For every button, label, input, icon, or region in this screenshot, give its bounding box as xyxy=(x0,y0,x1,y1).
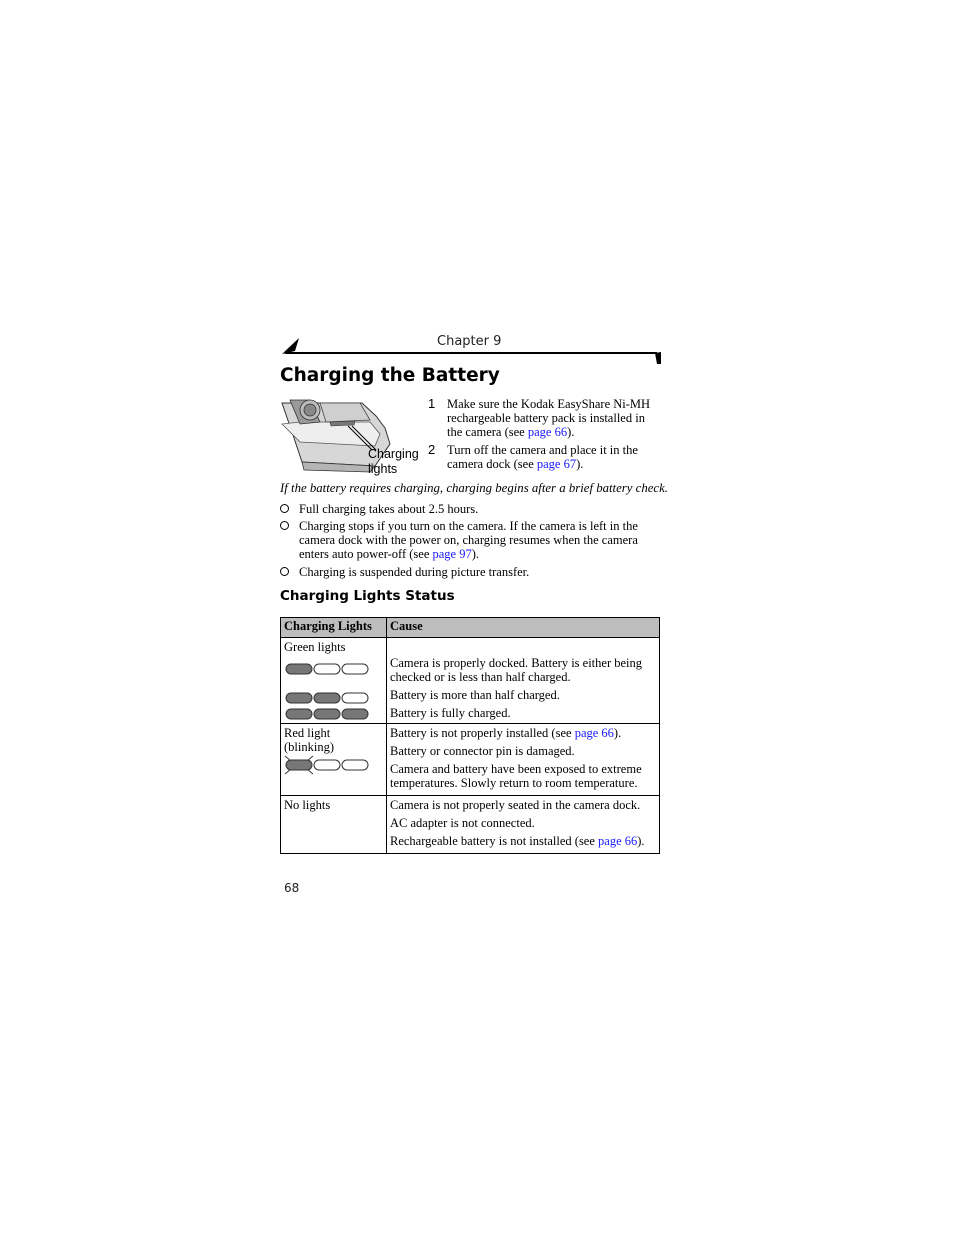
step-text-part: ). xyxy=(567,425,575,440)
bullet-circle-icon xyxy=(280,567,289,576)
cause-text: Battery is more than half charged. xyxy=(390,688,560,702)
column-header: Cause xyxy=(387,618,660,638)
bullet-text-part: ). xyxy=(471,547,480,562)
step-text-part: Turn off the camera and place it in the camera dock (see xyxy=(447,443,638,472)
cause-cell xyxy=(387,796,660,854)
green-lights-three-icon xyxy=(285,708,369,720)
table-row xyxy=(281,638,660,724)
cause-text: Battery or connector pin is damaged. xyxy=(390,744,575,758)
chapter-label: Chapter 9 xyxy=(437,334,502,349)
bullet-text xyxy=(299,565,661,579)
step-text xyxy=(447,443,663,471)
page-number: 68 xyxy=(284,881,300,895)
lights-label: Green lights xyxy=(284,640,346,654)
caption-line: Charging xyxy=(368,447,419,461)
table-row xyxy=(281,796,660,854)
page-link[interactable]: page 97 xyxy=(432,547,472,562)
table-row xyxy=(281,724,660,796)
cause-text-part: Rechargeable battery is not installed (see xyxy=(390,834,599,848)
lights-label-line: (blinking) xyxy=(284,740,334,754)
green-lights-two-icon xyxy=(285,692,369,704)
step-number: 2 xyxy=(428,442,436,457)
cause-text-part: ). xyxy=(613,726,622,740)
cause-text: Camera is properly docked. Battery is either being checked or is less than half charged. xyxy=(390,656,643,684)
cause-text: AC adapter is not connected. xyxy=(390,816,535,830)
table-header-row xyxy=(281,618,660,638)
figure-caption xyxy=(368,447,419,477)
bullet-circle-icon xyxy=(280,504,289,513)
page-link[interactable]: page 66 xyxy=(574,726,614,740)
cause-cell xyxy=(387,638,660,724)
cause-text xyxy=(387,724,659,740)
step-number: 1 xyxy=(428,396,436,411)
charging-lights-table xyxy=(280,617,660,854)
cause-text-part: Battery is not properly installed (see xyxy=(390,726,575,740)
bullet-text-part: Charging stops if you turn on the camera. If the camera is left in the camera dock with the power on, charging resumes when the camera enters auto power-off (see xyxy=(299,519,638,562)
lights-label: No lights xyxy=(284,798,331,812)
bullet-circle-icon xyxy=(280,521,289,530)
cause-text: Camera is not properly seated in the camera dock. xyxy=(390,798,641,812)
page-link[interactable]: page 66 xyxy=(598,834,638,848)
cause-cell xyxy=(387,724,660,796)
page-link[interactable]: page 67 xyxy=(536,457,577,472)
lights-cell xyxy=(281,638,387,724)
lights-label-line: Red light xyxy=(284,726,331,740)
cause-text xyxy=(387,830,659,853)
charging-note: If the battery requires charging, charging begins after a brief battery check. xyxy=(280,481,668,495)
red-light-blinking-icon xyxy=(283,754,371,776)
section-title: Charging Lights Status xyxy=(280,588,455,604)
lights-cell xyxy=(281,724,387,796)
page-title: Charging the Battery xyxy=(280,365,500,386)
bullet-text xyxy=(299,519,661,562)
cause-text-part: ). xyxy=(637,834,645,848)
caption-line: lights xyxy=(368,462,398,476)
bullet-text-part: Charging is suspended during picture transfer. xyxy=(299,565,530,579)
cause-text: Battery is fully charged. xyxy=(390,706,511,720)
lights-cell xyxy=(281,796,387,854)
green-lights-one-icon xyxy=(285,663,369,675)
step-text-part: Make sure the Kodak EasyShare Ni-MH rechargeable battery pack is installed in the camera (see xyxy=(447,397,651,440)
page-link[interactable]: page 66 xyxy=(527,425,568,440)
step-text xyxy=(447,397,663,440)
bullet-text-part: Full charging takes about 2.5 hours. xyxy=(299,502,479,516)
step-text-part: ). xyxy=(576,457,584,472)
bullet-text xyxy=(299,502,661,516)
cause-text: Camera and battery have been exposed to extreme temperatures. Slowly return to room temperature. xyxy=(390,762,642,790)
lights-label xyxy=(281,724,386,754)
column-header: Charging Lights xyxy=(281,618,387,638)
